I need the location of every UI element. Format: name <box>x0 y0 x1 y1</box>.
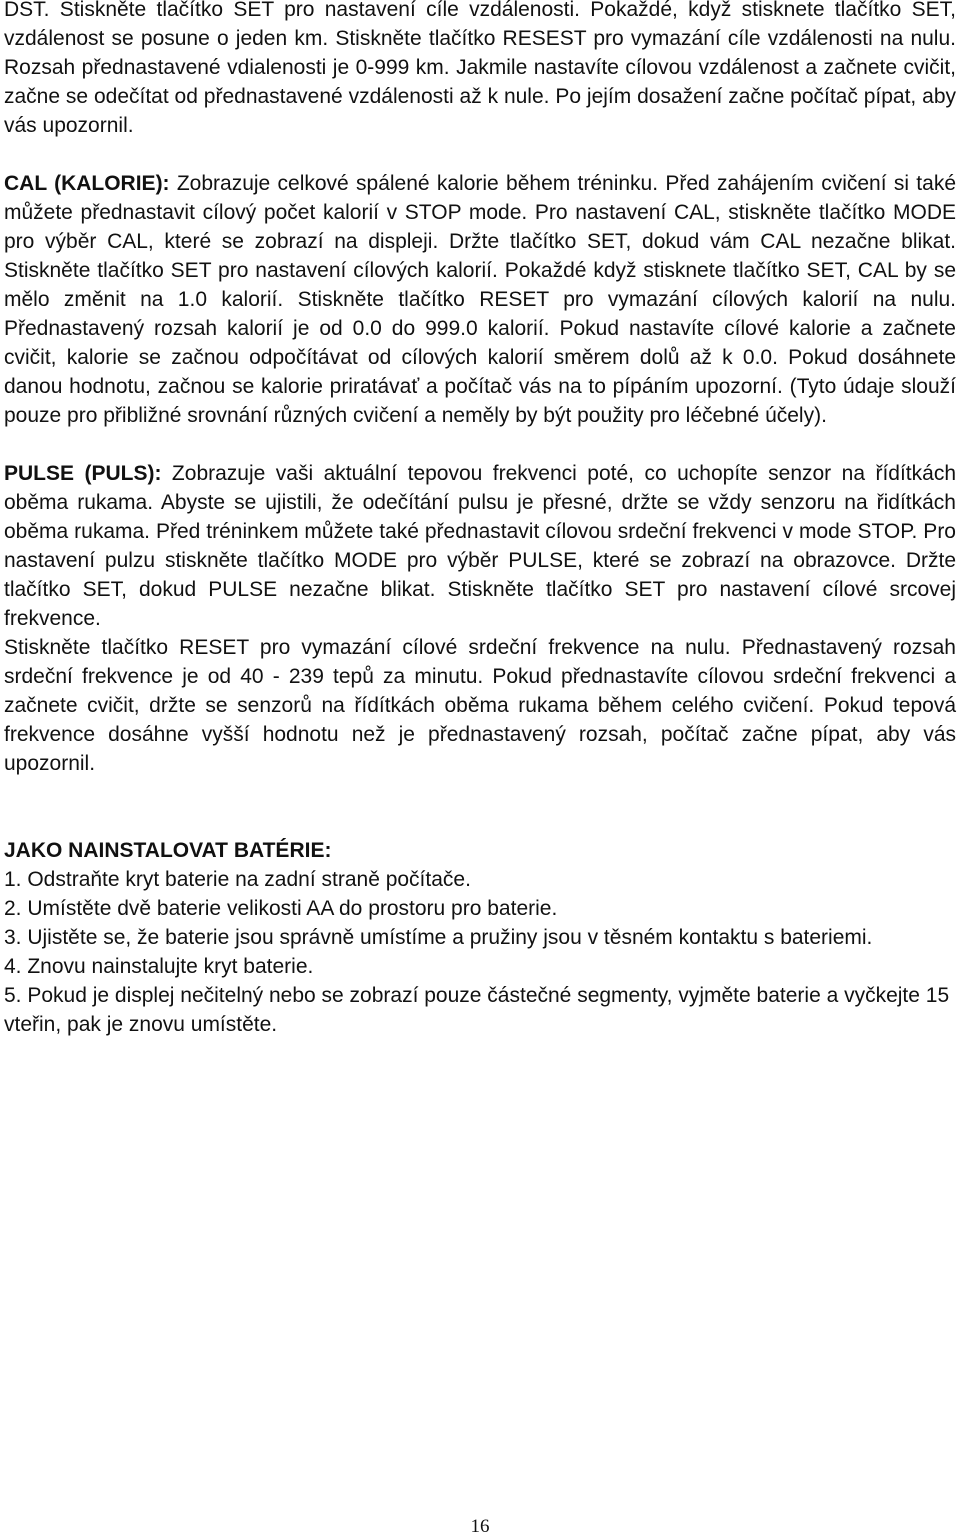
battery-step: 4. Znovu nainstalujte kryt baterie. <box>4 955 314 978</box>
pulse-text-2: Stiskněte tlačítko RESET pro vymazání cílové srdeční frekvence na nulu. Přednastavený rozsah srdeční frekvence je od 40 - 239 tepů za minutu. Pokud přednastavíte cílovou srdeční frekvenci a začnete cvičit, držte se senzorů na řídítkách oběma rukama během celého cvičení. Pokud tepová frekvence dosáhne vyšší hodnotu než je přednastavený rozsah, počítač začne pípat, aby vás upozornil. <box>4 636 956 775</box>
page-number: 16 <box>470 1516 490 1537</box>
battery-step: 5. Pokud je displej nečitelný nebo se zobrazí pouze částečné segmenty, vyjměte baterie a vyčkejte 15 vteřin, pak je znovu umístěte. <box>4 984 950 1036</box>
battery-steps <box>4 865 956 1039</box>
cal-paragraph <box>4 169 956 430</box>
dst-text: DST. Stiskněte tlačítko SET pro nastavení cíle vzdálenosti. Pokaždé, když stisknete tlačítko SET, vzdálenost se posune o jeden km. Stiskněte tlačítko RESEST pro vymazání cíle vzdálenosti na nulu. Rozsah přednastavené vdialenosti je 0-999 km. Jakmile nastavíte cílovou vzdálenost a začnete cvičit, začne se odečítat od přednastavené vzdálenosti až k nule. Po jejím dosažení začne počítač pípat, aby vás upozornil. <box>4 0 956 137</box>
battery-step: 3. Ujistěte se, že baterie jsou správně umístíme a pružiny jsou v těsném kontaktu s bateriemi. <box>4 926 873 949</box>
battery-step: 2. Umístěte dvě baterie velikosti AA do prostoru pro baterie. <box>4 897 558 920</box>
battery-section <box>4 836 956 1039</box>
battery-step: 1. Odstraňte kryt baterie na zadní straně počítače. <box>4 868 471 891</box>
pulse-text: Zobrazuje vaši aktuální tepovou frekvenci poté, co uchopíte senzor na řídítkách oběma rukama. Abyste se ujistili, že odečítání pulsu je přesné, držte se vždy senzoru na řidítkách oběma rukama. Před tréninkem můžete také přednastavit cílovou srdeční frekvenci v mode STOP. Pro nastavení pulzu stiskněte tlačítko MODE pro výběr PULSE, které se zobrazí na obrazovce. Držte tlačítko SET, dokud PULSE nezačne blikat. Stiskněte tlačítko SET pro nastavení cílové srcovej frekvence. <box>4 462 956 630</box>
cal-text: Zobrazuje celkové spálené kalorie během tréninku. Před zahájením cvičení si také můžete přednastavit cílový počet kalorií v STOP mode. Pro nastavení CAL, stiskněte tlačítko MODE pro výběr CAL, které se zobrazí na displeji. Držte tlačítko SET, dokud vám CAL nezačne blikat. Stiskněte tlačítko SET pro nastavení cílových kalorií. Pokaždé když stisknete tlačítko SET, CAL by se mělo změnit na 1.0 kalorií. Stiskněte tlačítko RESET pro vymazání cílových kalorií na nulu. Přednastavený rozsah kalorií je od 0.0 do 999.0 kalorií. Pokud nastavíte cílové kalorie a začnete cvičit, kalorie se začnou odpočítávat od cílových kalorií směrem dolů až k 0.0. Pokud dosáhnete danou hodnotu, začnou se kalorie priratávať a počítač vás na to pípáním upozorní. (Tyto údaje slouží pouze pro přibližné srovnání různých cvičení a neměly by být použity pro léčebné účely). <box>4 172 956 427</box>
manual-page <box>4 0 956 1039</box>
pulse-paragraph-2 <box>4 633 956 778</box>
battery-heading: JAKO NAINSTALOVAT BATÉRIE: <box>4 839 332 862</box>
pulse-heading: PULSE (PULS): <box>4 462 162 485</box>
dst-paragraph <box>4 0 956 140</box>
cal-heading: CAL (KALORIE): <box>4 172 170 195</box>
pulse-paragraph <box>4 459 956 633</box>
